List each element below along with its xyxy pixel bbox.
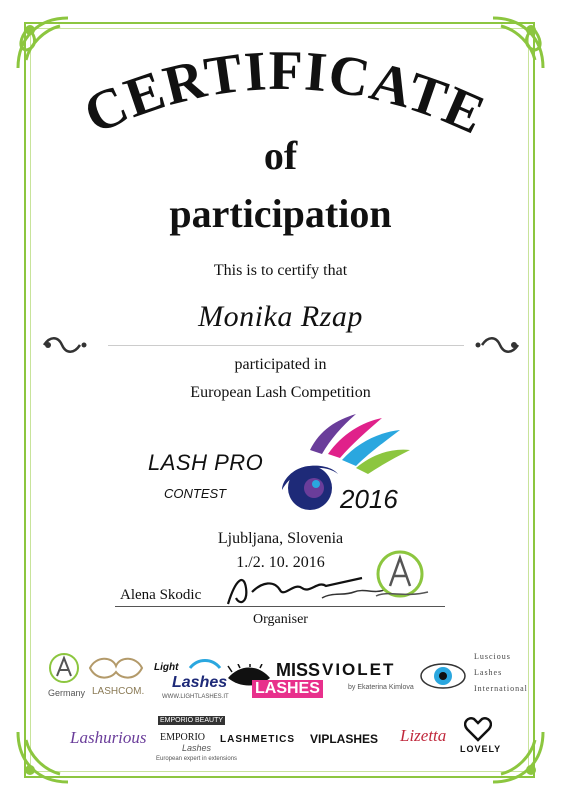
organiser-stamp-logo bbox=[368, 548, 438, 604]
sponsor-light-lashes: Lashes bbox=[172, 674, 228, 691]
sponsor-luscious-1: Luscious bbox=[474, 652, 511, 661]
location-text: Ljubljana, Slovenia bbox=[217, 530, 344, 547]
certificate-title-text: CERTIFICATE bbox=[75, 40, 495, 147]
sponsor-lovely: LOVELY bbox=[460, 744, 502, 754]
sponsor-violet-tagline: by Ekaterina Kimlova bbox=[348, 684, 414, 691]
flourish-divider-left-icon bbox=[40, 334, 88, 356]
name-divider-line bbox=[108, 345, 464, 346]
sponsor-luscious-2: Lashes bbox=[474, 668, 503, 677]
sponsor-lizetta: Lizetta bbox=[400, 726, 447, 745]
participated-text: participated in bbox=[234, 356, 327, 373]
event-logo-title: LASH PRO bbox=[148, 450, 264, 475]
signer-name: Alena Skodic bbox=[120, 587, 202, 603]
flourish-corner-bottom-right-icon bbox=[483, 722, 553, 792]
sponsor-miss: MISS bbox=[276, 660, 321, 680]
sponsor-emporio-lashes: Lashes bbox=[182, 743, 212, 753]
sponsor-emporio: EMPORIO bbox=[160, 732, 206, 743]
sponsor-lashmetics: LASHMETICS bbox=[220, 734, 295, 745]
sponsor-lashurious: Lashurious bbox=[70, 728, 147, 747]
event-logo-year: 2016 bbox=[340, 484, 398, 514]
certify-text: This is to certify that bbox=[213, 262, 348, 279]
sponsor-lashcom: LASHCOM. bbox=[92, 686, 145, 697]
signer-role: Organiser bbox=[253, 612, 308, 627]
sponsor-germany: Germany bbox=[48, 688, 86, 698]
sponsor-emporio-beauty: EMPORIO BEAUTY bbox=[160, 717, 224, 724]
sponsor-light-url: WWW.LIGHTLASHES.IT bbox=[162, 694, 229, 700]
date-text: 1./2. 10. 2016 bbox=[236, 554, 325, 571]
recipient-name: Monika Rzap bbox=[198, 300, 363, 333]
sponsor-emporio-tagline: European expert in extensions bbox=[156, 756, 238, 762]
svg-text:CERTIFICATE bbox=[75, 40, 494, 147]
sponsor-viplashes: VIPLASHES bbox=[310, 732, 379, 746]
event-logo-subtitle: CONTEST bbox=[164, 486, 227, 501]
title-participation: participation bbox=[169, 191, 392, 236]
light-lashes-eye-icon bbox=[188, 656, 222, 676]
heart-logo-icon bbox=[464, 716, 492, 742]
sponsor-luscious-3: International bbox=[474, 684, 528, 693]
germany-lashes-logo-icon bbox=[48, 652, 80, 688]
mask-logo-icon bbox=[86, 654, 146, 684]
luscious-eye-icon bbox=[418, 654, 468, 694]
flourish-corner-bottom-left-icon bbox=[8, 722, 78, 792]
signature-line bbox=[115, 606, 445, 607]
sponsor-light-label: Light bbox=[154, 662, 179, 673]
eye-logo-icon bbox=[276, 410, 416, 520]
sponsor-violet: VIOLET bbox=[322, 660, 396, 679]
competition-name: European Lash Competition bbox=[190, 384, 371, 401]
title-of: of bbox=[263, 133, 298, 178]
flourish-divider-right-icon bbox=[474, 334, 522, 356]
sponsor-miss-lashes: LASHES bbox=[252, 680, 323, 698]
